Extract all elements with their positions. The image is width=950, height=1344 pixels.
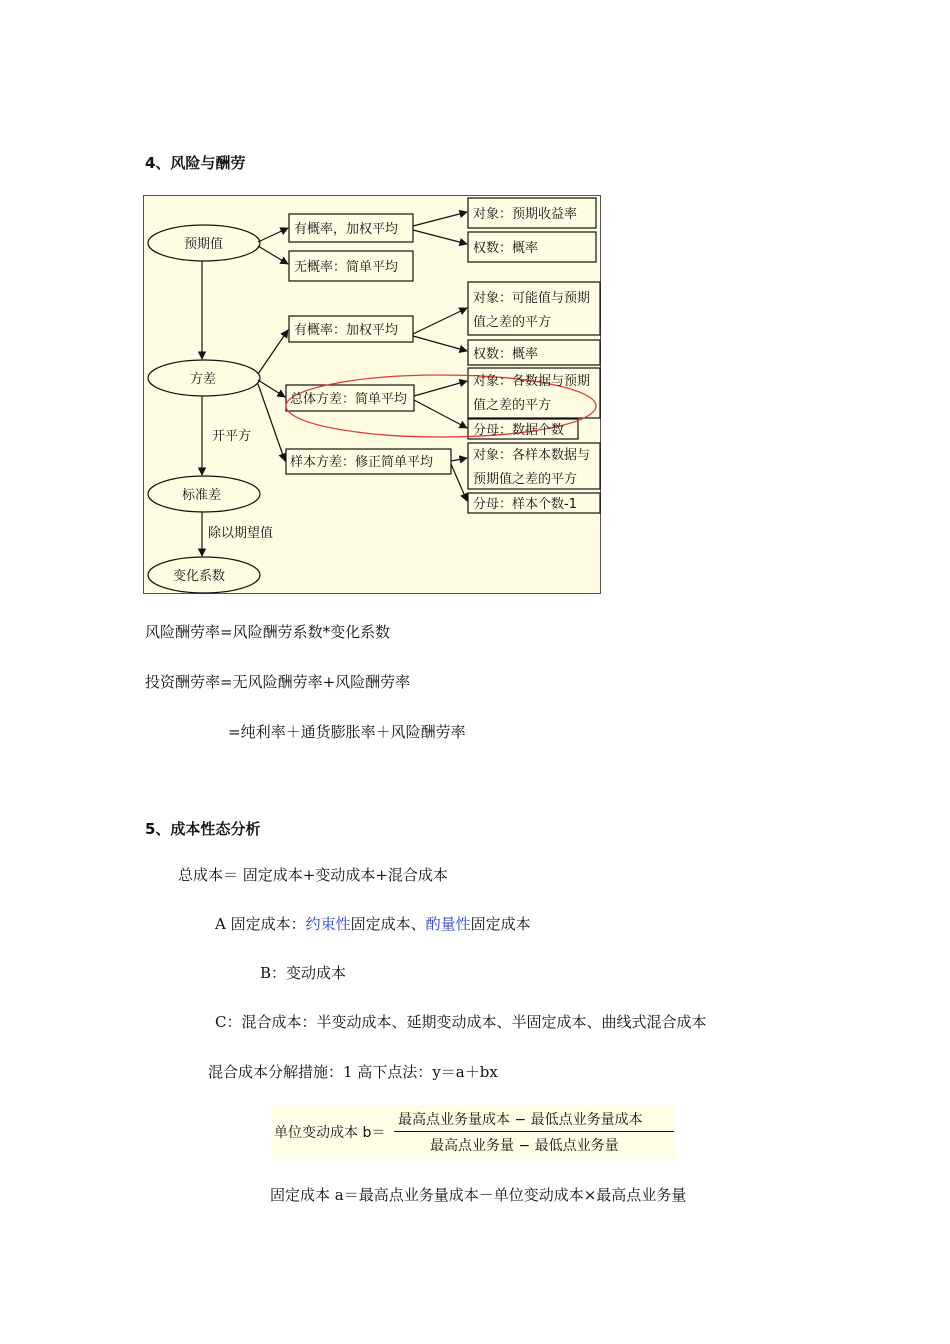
label-variance: 方差: [190, 372, 217, 387]
variable-cost-line: B：变动成本: [260, 964, 347, 982]
label-pop-target-2: 值之差的平方: [473, 398, 552, 413]
diagram-svg: [144, 196, 602, 595]
label-sample-target-1: 对象：各样本数据与: [473, 448, 591, 463]
label-ev-target: 对象：预期收益率: [473, 207, 578, 222]
label-sample-target-2: 预期值之差的平方: [473, 472, 578, 487]
section5-heading: 5、成本性态分析: [145, 820, 261, 838]
section4-heading: 4、风险与酬劳: [145, 154, 246, 172]
decomposition-method-line: 混合成本分解措施：1 高下点法：y＝a＋bx: [208, 1063, 498, 1081]
label-sample-denom: 分母：样本个数-1: [473, 497, 577, 512]
label-pop-denom: 分母：数据个数: [473, 423, 565, 438]
label-var-prob: 有概率：加权平均: [294, 323, 399, 338]
label-ev-weight: 权数：概率: [473, 241, 539, 256]
total-cost-line: 总成本＝ 固定成本+变动成本+混合成本: [178, 866, 448, 884]
label-coef-var: 变化系数: [173, 569, 226, 584]
fixed-cost-mid: 固定成本、: [350, 915, 426, 933]
risk-return-diagram: [143, 195, 601, 594]
label-var-prob-target-1: 对象：可能值与预期: [473, 291, 591, 306]
discretionary-term: 酌量性: [425, 915, 471, 933]
fraction-bar: [394, 1131, 674, 1132]
label-std-dev: 标准差: [182, 488, 222, 503]
investment-return-rate-line: 投资酬劳率=无风险酬劳率+风险酬劳率: [145, 673, 411, 691]
label-sample-var: 样本方差：修正简单平均: [290, 455, 434, 470]
investment-return-rate-expansion: =纯利率＋通货膨胀率＋风险酬劳率: [228, 723, 466, 741]
label-var-prob-target-2: 值之差的平方: [473, 315, 552, 330]
committed-term: 约束性: [305, 915, 351, 933]
fixed-cost-formula-line: 固定成本 a＝最高点业务量成本－单位变动成本×最高点业务量: [270, 1186, 687, 1204]
label-pop-target-1: 对象：各数据与预期: [473, 374, 591, 389]
formula-denominator: 最高点业务量 − 最低点业务量: [430, 1138, 619, 1154]
formula-numerator: 最高点业务量成本 − 最低点业务量成本: [398, 1112, 643, 1128]
label-divide: 除以期望值: [208, 526, 274, 541]
fixed-cost-prefix: A 固定成本：: [215, 915, 306, 933]
label-ev-prob: 有概率，加权平均: [294, 222, 399, 237]
label-pop-var: 总体方差：简单平均: [290, 392, 408, 407]
formula-lhs: 单位变动成本 b＝: [274, 1125, 386, 1141]
fixed-cost-line: [215, 914, 531, 934]
risk-return-rate-line: 风险酬劳率=风险酬劳系数*变化系数: [145, 623, 391, 641]
unit-variable-cost-formula: [272, 1105, 676, 1159]
label-ev-noprob: 无概率：简单平均: [294, 260, 399, 275]
label-sqrt: 开平方: [212, 429, 252, 444]
mixed-cost-line: C：混合成本：半变动成本、延期变动成本、半固定成本、曲线式混合成本: [215, 1013, 707, 1031]
fixed-cost-suffix: 固定成本: [470, 915, 531, 933]
label-expected-value: 预期值: [184, 237, 224, 252]
label-var-prob-weight: 权数：概率: [473, 347, 539, 362]
